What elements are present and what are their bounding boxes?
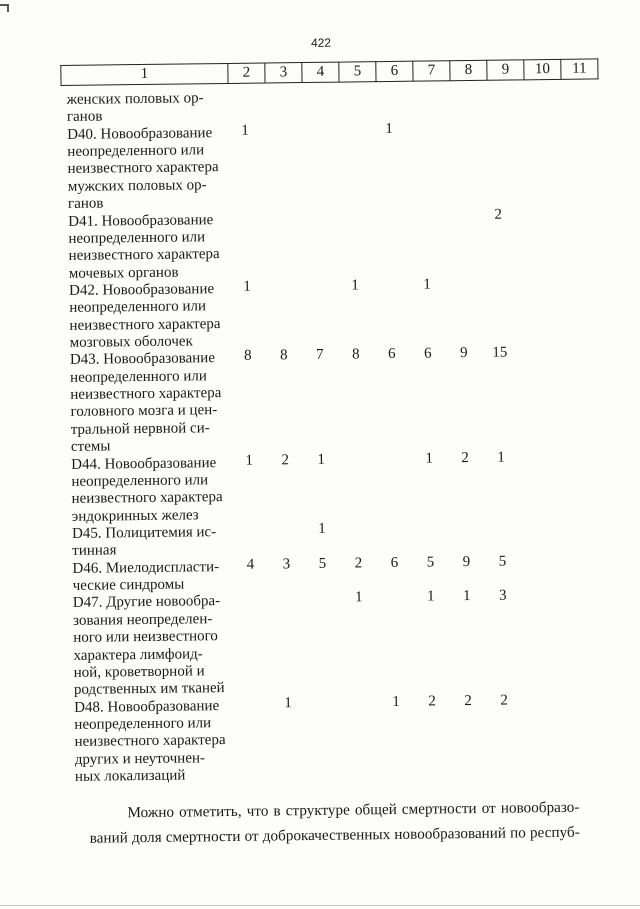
value-col-7: 1 — [425, 450, 433, 467]
diagnosis-text-line: неизвестного характера — [69, 315, 221, 334]
value-col-10 — [515, 84, 551, 102]
diagnosis-text-line: тинная — [72, 542, 117, 560]
diagnosis-text-line: ных локализаций — [74, 767, 186, 785]
value-col-9: 15 — [492, 344, 508, 362]
value-col-8 — [448, 519, 484, 537]
diagnosis-text-line: неопределенного или — [68, 229, 206, 247]
diagnosis-cell — [65, 454, 232, 525]
diagnosis-cell — [66, 559, 232, 596]
value-col-9 — [484, 518, 520, 536]
value-col-8 — [444, 206, 480, 224]
diagnosis-text-line: D44. Новообразование — [71, 454, 217, 473]
value-col-9 — [481, 275, 517, 293]
diagnosis-text-line: неизвестного характера — [68, 246, 220, 265]
diagnosis-text-line: D45. Полицитемия ис- — [71, 524, 217, 542]
value-col-10 — [519, 449, 555, 467]
value-col-5 — [336, 208, 372, 226]
table-row — [62, 207, 589, 283]
value-col-7: 2 — [428, 693, 436, 710]
value-col-11 — [555, 448, 591, 466]
column-header-4: 4 — [302, 62, 339, 82]
value-col-5 — [339, 451, 375, 469]
diagnosis-text-line: неизвестного характера — [74, 732, 226, 751]
document-page — [10, 3, 620, 870]
value-col-8: 9 — [462, 553, 471, 570]
diagnosis-text-line: неопределенного или — [69, 298, 207, 317]
value-col-10 — [517, 275, 553, 293]
value-col-11 — [552, 205, 588, 223]
value-col-5: 1 — [354, 589, 363, 606]
value-col-3 — [263, 122, 299, 140]
table-row — [64, 346, 591, 457]
value-col-11 — [556, 518, 592, 536]
value-col-4: 5 — [318, 555, 327, 572]
value-col-7: 6 — [424, 345, 432, 362]
diagnosis-text-line: ного или неизвестного — [73, 628, 218, 647]
value-col-6: 6 — [390, 554, 399, 571]
diagnosis-text-line: ганов — [67, 195, 104, 213]
diagnosis-text-line: зования неопределен- — [72, 610, 213, 629]
diagnosis-text-line: мочевых органов — [68, 264, 179, 282]
value-col-2 — [234, 695, 270, 713]
value-col-10 — [518, 344, 554, 362]
value-col-3: 8 — [280, 347, 288, 364]
diagnosis-text-line: женских половых ор- — [66, 90, 204, 108]
diagnosis-text-line: стемы — [70, 438, 111, 456]
diagnosis-text-line: неопределенного или — [67, 142, 205, 160]
value-col-4 — [299, 121, 335, 139]
column-header-5: 5 — [339, 62, 376, 82]
value-col-5 — [335, 121, 371, 139]
value-col-2 — [232, 521, 268, 539]
diagnosis-text-line: эндокринных желез — [71, 506, 199, 525]
diagnosis-cell — [62, 211, 229, 282]
value-col-10 — [522, 692, 558, 710]
diagnosis-text-line: D41. Новообразование — [68, 211, 214, 230]
value-col-5 — [340, 520, 376, 538]
value-col-10 — [516, 206, 552, 224]
column-header-3: 3 — [265, 63, 302, 83]
value-col-8 — [445, 276, 481, 294]
diagnosis-text-line: мужских половых ор- — [67, 177, 207, 195]
column-header-8: 8 — [450, 60, 487, 80]
diagnosis-text-line: D48. Новообразование — [74, 697, 220, 716]
value-col-2 — [227, 88, 263, 106]
value-col-2: 1 — [245, 452, 253, 469]
value-col-8: 9 — [460, 345, 468, 362]
diagnosis-cell — [63, 281, 230, 352]
diagnosis-text-line: D47. Другие новообра- — [72, 593, 221, 612]
value-col-5 — [335, 86, 371, 104]
column-header-10: 10 — [524, 59, 561, 79]
diagnosis-cell — [68, 698, 235, 787]
column-header-6: 6 — [376, 61, 413, 81]
diagnosis-text-line: неопределенного или — [71, 472, 209, 490]
value-col-6 — [373, 277, 409, 295]
table-row — [68, 693, 595, 786]
value-col-7 — [408, 207, 444, 225]
value-col-3: 2 — [281, 451, 289, 468]
value-col-10 — [521, 587, 557, 605]
value-col-4: 7 — [316, 347, 324, 364]
diagnosis-text-line: других и неуточнен- — [74, 749, 206, 768]
value-col-6: 1 — [385, 120, 393, 137]
value-col-9: 3 — [498, 588, 507, 605]
value-col-3 — [263, 87, 299, 105]
column-header-9: 9 — [487, 60, 524, 80]
value-col-10 — [520, 518, 556, 536]
table-row — [67, 589, 594, 700]
diagnosis-text-line: D40. Новообразование — [67, 124, 213, 143]
value-col-3: 1 — [284, 694, 292, 711]
value-col-7 — [407, 85, 443, 103]
value-col-10 — [515, 119, 551, 137]
value-col-5: 1 — [351, 277, 359, 294]
column-header-7: 7 — [413, 61, 450, 81]
value-col-2: 8 — [244, 348, 252, 365]
value-col-11 — [558, 691, 594, 709]
value-col-3 — [265, 278, 301, 296]
value-col-9: 2 — [494, 206, 503, 223]
value-col-9 — [479, 84, 515, 102]
scan-corner-mark — [0, 4, 9, 12]
value-col-9: 2 — [500, 692, 508, 709]
value-col-2: 4 — [246, 556, 255, 573]
diagnosis-text-line: ческие синдромы — [72, 576, 185, 594]
value-col-7: 1 — [423, 276, 431, 293]
value-col-3 — [268, 521, 304, 539]
paragraph-line: ваний доля смертности от доброкачественных новообразований по респуб- — [89, 823, 580, 847]
value-col-6 — [372, 207, 408, 225]
value-col-4 — [306, 694, 342, 712]
diagnosis-cell — [61, 90, 227, 127]
value-col-11 — [557, 587, 593, 605]
value-col-11 — [553, 275, 589, 293]
diagnosis-text-line: неизвестного характера — [70, 385, 222, 404]
value-col-8: 2 — [461, 449, 469, 466]
diagnosis-cell — [64, 350, 231, 456]
value-col-8: 2 — [464, 692, 472, 709]
diagnosis-text-line: ной, кроветворной и — [73, 663, 205, 681]
column-header-2: 2 — [228, 63, 265, 83]
value-col-4 — [301, 278, 337, 296]
diagnosis-text-line: D42. Новообразование — [68, 281, 215, 299]
value-col-11 — [554, 344, 590, 362]
value-col-9 — [479, 119, 515, 137]
value-col-5: 2 — [354, 555, 363, 572]
diagnosis-text-line: характера лимфоид- — [73, 645, 203, 664]
value-col-8: 1 — [462, 588, 471, 605]
value-col-6: 1 — [392, 693, 400, 710]
column-header-1: 1 — [61, 63, 228, 85]
value-col-10 — [520, 553, 556, 571]
value-col-6 — [377, 589, 413, 607]
value-col-11 — [556, 552, 592, 570]
diagnosis-text-line: родственных им тканей — [73, 680, 225, 699]
value-col-4: 1 — [317, 451, 325, 468]
value-col-7 — [407, 120, 443, 138]
value-col-3 — [264, 209, 300, 227]
value-col-6 — [376, 520, 412, 538]
value-col-4 — [300, 208, 336, 226]
table-row — [65, 450, 592, 526]
value-col-9: 5 — [498, 553, 507, 570]
diagnosis-text-line: тральной нервной си- — [70, 420, 210, 438]
value-col-6 — [371, 86, 407, 104]
value-col-3: 3 — [282, 555, 291, 573]
value-col-2 — [233, 591, 269, 609]
value-col-2: 1 — [243, 278, 251, 295]
page-number: 422 — [310, 35, 332, 50]
value-col-7: 5 — [426, 554, 435, 571]
value-col-11 — [551, 118, 587, 136]
value-col-5 — [342, 694, 378, 712]
value-col-7 — [412, 519, 448, 537]
value-col-6 — [375, 450, 411, 468]
value-col-4: 1 — [318, 520, 326, 537]
value-col-2: 1 — [241, 122, 249, 139]
value-col-9: 1 — [497, 449, 505, 466]
value-col-7: 1 — [426, 588, 435, 605]
value-col-4 — [299, 87, 335, 105]
diagnosis-text-line: неизвестного характера — [71, 489, 223, 508]
paragraph-line: Можно отметить, что в структуре общей смертности от новообразо- — [127, 798, 580, 822]
diagnosis-text-line: D43. Новообразование — [69, 350, 216, 369]
diagnosis-cell — [66, 524, 232, 561]
scan-edge-line — [0, 905, 640, 906]
value-col-2 — [228, 209, 264, 227]
diagnosis-text-line: D46. Миелодиспласти- — [72, 558, 220, 577]
diagnosis-text-line: мозговых оболочек — [69, 333, 193, 351]
table-body — [61, 86, 595, 787]
value-col-6: 6 — [388, 346, 396, 363]
diagnosis-cell — [67, 593, 234, 699]
value-col-8 — [443, 85, 479, 103]
value-col-11 — [551, 84, 587, 102]
table-row — [63, 277, 590, 353]
diagnosis-text-line: ганов — [66, 108, 103, 126]
value-col-3 — [269, 590, 305, 608]
column-header-row — [60, 58, 598, 86]
diagnosis-text-line: неопределенного или — [70, 367, 207, 386]
diagnosis-text-line: неизвестного характера — [67, 159, 219, 178]
table-row — [61, 120, 588, 213]
value-col-8 — [443, 120, 479, 138]
value-col-4 — [305, 590, 341, 608]
diagnosis-cell — [61, 125, 228, 214]
column-header-11: 11 — [561, 59, 598, 79]
value-col-5: 8 — [352, 346, 360, 363]
diagnosis-text-line: головного мозга и цен- — [70, 402, 218, 421]
diagnosis-text-line: неопределенного или — [74, 715, 212, 733]
